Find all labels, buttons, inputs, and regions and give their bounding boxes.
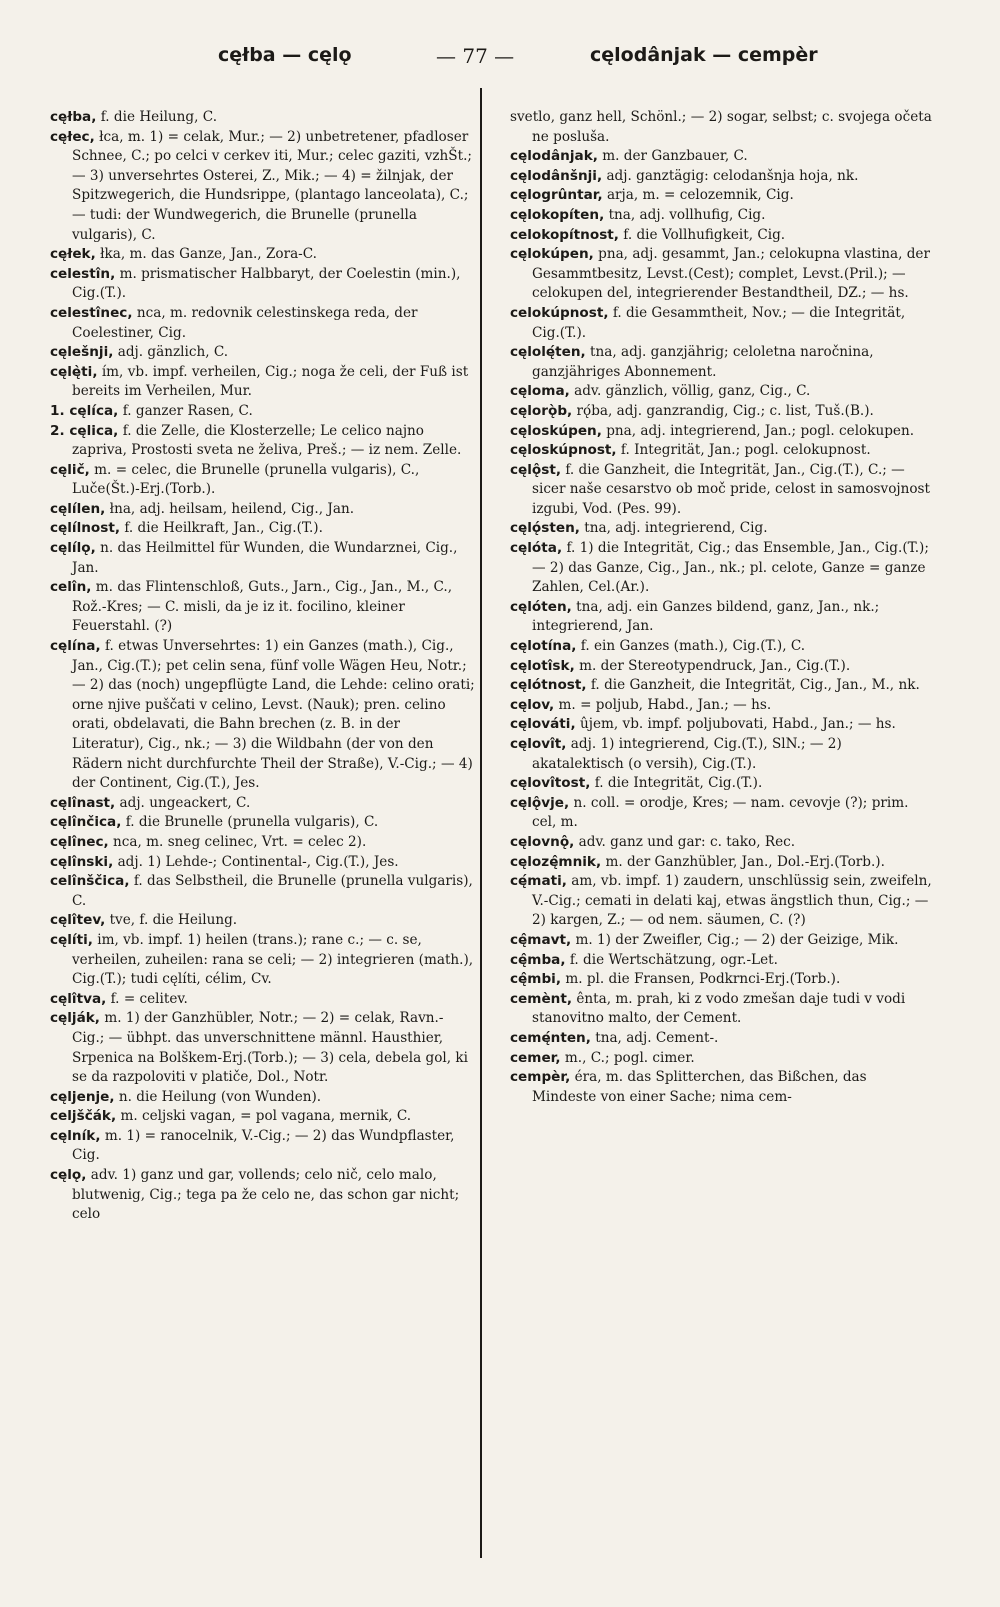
- entry-definition: f. das Selbstheil, die Brunelle (prunella vulgaris), C.: [72, 873, 473, 909]
- entry-headword: cęlolę́ten,: [510, 344, 586, 361]
- dictionary-entry: [510, 951, 935, 971]
- dictionary-entry: [510, 186, 935, 206]
- entry-definition: m. 1) der Zweifler, Cig.; — 2) der Geizige, Mik.: [575, 931, 899, 948]
- entry-definition: m. 1) der Ganzhübler, Notr.; — 2) = celak, Ravn.-Cig.; — übhpt. das unverschnittene männl. Hausthier, Srpenica na Bolškem-Erj.(Torb.); — 3) cela, debela gol, ki se da razpoloviti v platiče, Dol., Notr.: [72, 1010, 468, 1086]
- dictionary-entry: [50, 578, 475, 637]
- dictionary-entry: [50, 500, 475, 520]
- entry-definition: łca, m. 1) = celak, Mur.; — 2) unbetretener, pfadloser Schnee, C.; po celci v cerkev iti, Mur.; celec gaziti, vzhŠt.; — 3) unversehrtes Osterei, Z., Mik.; — 4) = žilnjak, der Spitzwegerich, die Hundsrippe, (plantago lanceolata), C.; — tudi: der Wundwegerich, die Brunelle (prunella vulgaris), C.: [72, 128, 472, 243]
- dictionary-entry: [50, 402, 475, 422]
- dictionary-entry: [510, 519, 935, 539]
- dictionary-entry: [510, 598, 935, 637]
- entry-headword: celînščica,: [50, 873, 130, 890]
- right-column: [510, 108, 935, 1107]
- entry-definition: im, vb. impf. 1) heilen (trans.); rane c.; — c. se, verheilen, zuheilen: rana se celi; — 2) integrieren (math.), Cig.(T.); tudi cęlíti, célim, Cv.: [72, 931, 474, 988]
- entry-headword: cęlešnji,: [50, 344, 114, 361]
- entry-definition: adj. ungeackert, C.: [119, 794, 251, 811]
- entry-definition: tve, f. die Heilung.: [109, 912, 238, 929]
- entry-definition: m. = poljub, Habd., Jan.; — hs.: [558, 696, 772, 713]
- dictionary-entry: [50, 911, 475, 931]
- entry-definition: pna, adj. integrierend, Jan.; pogl. celokupen.: [606, 422, 915, 439]
- dictionary-entry: [510, 853, 935, 873]
- entry-definition: f. ganzer Rasen, C.: [122, 402, 253, 419]
- dictionary-entry: [510, 441, 935, 461]
- entry-headword: cęlóten,: [510, 598, 572, 615]
- dictionary-entry: [510, 304, 935, 343]
- entry-definition: ênta, m. prah, ki z vodo zmešan daje tudi v vodi stanovitno malto, der Cement.: [532, 990, 906, 1027]
- entry-definition: f. Integrität, Jan.; pogl. celokupnost.: [620, 442, 871, 459]
- entry-definition: łna, adj. heilsam, heilend, Cig., Jan.: [109, 500, 355, 517]
- dictionary-entry: [510, 735, 935, 774]
- dictionary-entry: [50, 853, 475, 873]
- dictionary-entry: [510, 147, 935, 167]
- dictionary-entry: [50, 265, 475, 304]
- dictionary-entry: [510, 1029, 935, 1049]
- dictionary-entry: [50, 1166, 475, 1225]
- entry-headword: cęłec,: [50, 128, 95, 145]
- entry-headword: cęlovît,: [510, 736, 567, 752]
- entry-headword: cęlogrûntar,: [510, 187, 603, 204]
- dictionary-entry: [510, 206, 935, 226]
- entry-headword: cęlînec,: [50, 833, 109, 850]
- entry-headword: cęlovnǫ̂,: [510, 833, 575, 850]
- entry-headword: cemer,: [510, 1049, 561, 1066]
- entry-definition: adv. 1) ganz und gar, vollends; celo nič, celo malo, blutwenig, Cig.; tega pa že celo ne, das schon gar nicht; celo: [72, 1167, 460, 1223]
- entry-definition: m. prismatischer Halbbaryt, der Coelestin (min.), Cig.(T.).: [72, 265, 461, 302]
- entry-headword: cęlílnost,: [50, 520, 121, 537]
- dictionary-entry: [50, 990, 475, 1010]
- dictionary-entry: [50, 1088, 475, 1108]
- entry-headword: celokopítnost,: [510, 226, 619, 243]
- entry-headword: cęlǫ́sten,: [510, 520, 580, 537]
- entry-definition: f. die Wertschätzung, ogr.-Let.: [569, 951, 778, 968]
- entry-definition: tna, adj. ein Ganzes bildend, ganz, Jan., nk.; integrierend, Jan.: [532, 598, 880, 635]
- entry-definition: adj. 1) Lehde-; Continental-, Cig.(T.), Jes.: [117, 853, 399, 870]
- dictionary-entry: [510, 696, 935, 716]
- dictionary-entry: [50, 833, 475, 853]
- entry-headword: cęlotína,: [510, 638, 577, 655]
- entry-headword: cę̂mavt,: [510, 931, 572, 948]
- left-column: [50, 108, 475, 1225]
- entry-headword: cęlę̀ti,: [50, 363, 98, 380]
- entry-headword: cemènt,: [510, 990, 573, 1007]
- entry-headword: cęlína,: [50, 638, 101, 655]
- dictionary-entry: [510, 402, 935, 422]
- entry-headword: cęlílen,: [50, 500, 106, 517]
- entry-headword: cęlokopíten,: [510, 206, 605, 223]
- entry-definition: f. die Gesammtheit, Nov.; — die Integrität, Cig.(T.).: [532, 304, 906, 341]
- entry-headword: cęlǫ̂vje,: [510, 794, 570, 811]
- entry-headword: celestînec,: [50, 304, 133, 321]
- dictionary-entry: [50, 343, 475, 363]
- entry-headword: celjščák,: [50, 1108, 117, 1125]
- dictionary-entry: [50, 794, 475, 814]
- dictionary-entry: [50, 128, 475, 246]
- entry-definition: f. die Brunelle (prunella vulgaris), C.: [125, 814, 379, 831]
- dictionary-entry: [510, 167, 935, 187]
- dictionary-entry: [50, 1009, 475, 1087]
- page-number: — 77 —: [436, 44, 515, 68]
- entry-headword: celestîn,: [50, 265, 116, 282]
- header-left-guide-words: cęłba — cęlǫ: [218, 44, 352, 66]
- entry-definition: n. die Heilung (von Wunden).: [118, 1088, 322, 1105]
- entry-definition: nca, m. sneg celinec, Vrt. = celec 2).: [113, 833, 367, 850]
- entry-headword: cęłba,: [50, 109, 97, 125]
- column-divider: [480, 88, 482, 1558]
- entry-definition: m. der Ganzbauer, C.: [602, 148, 748, 165]
- entry-definition: adj. 1) integrierend, Cig.(T.), SlN.; — 2) akatalektisch (o versih), Cig.(T.).: [532, 736, 842, 772]
- entry-definition: f. die Heilung, C.: [100, 109, 218, 125]
- dictionary-entry: [510, 931, 935, 951]
- entry-definition: adj. gänzlich, C.: [117, 344, 229, 361]
- entry-definition: tna, adj. ganzjährig; celoletna naročnina, ganzjähriges Abonnement.: [532, 344, 874, 380]
- entry-headword: cęlótnost,: [510, 677, 587, 694]
- entry-headword: cęlokúpen,: [510, 246, 594, 263]
- entry-headword: cęlják,: [50, 1010, 100, 1027]
- entry-definition: m. = celec, die Brunelle (prunella vulgaris), C., Luče(Št.)-Erj.(Torb.).: [72, 461, 420, 498]
- dictionary-entry: [510, 245, 935, 304]
- entry-definition: f. die Integrität, Cig.(T.).: [594, 775, 763, 792]
- dictionary-entry: [510, 637, 935, 657]
- dictionary-entry: [50, 872, 475, 911]
- entry-headword: cęlov,: [510, 696, 555, 713]
- entry-headword: cempèr,: [510, 1069, 571, 1086]
- entry-headword: cęlič,: [50, 461, 90, 478]
- entry-definition: f. die Zelle, die Klosterzelle; Le celico najno zapriva, Prostosti sveta ne želiva, Preš.; — iz nem. Zelle.: [72, 422, 462, 459]
- dictionary-entry: [50, 422, 475, 461]
- dictionary-entry: [510, 226, 935, 246]
- entry-definition: m. der Stereotypendruck, Jan., Cig.(T.).: [579, 657, 851, 674]
- entry-headword: cęlodânšnji,: [510, 167, 603, 184]
- entry-headword: celîn,: [50, 579, 92, 596]
- entry-headword: cęloma,: [510, 383, 570, 400]
- dictionary-entry: [510, 872, 935, 931]
- dictionary-entry: [50, 304, 475, 343]
- entry-headword: cęłek,: [50, 246, 96, 263]
- dictionary-entry: [510, 108, 935, 147]
- entry-definition: tna, adj. Cement-.: [595, 1029, 719, 1046]
- dictionary-entry: [50, 1107, 475, 1127]
- dictionary-entry: [510, 676, 935, 696]
- entry-definition: adj. ganztägig: celodanšnja hoja, nk.: [606, 167, 859, 184]
- entry-definition: m. celjski vagan, = pol vagana, mernik, C.: [120, 1108, 412, 1125]
- dictionary-entry: [510, 657, 935, 677]
- entry-headword: celokúpnost,: [510, 304, 609, 321]
- entry-definition: m. der Ganzhübler, Jan., Dol.-Erj.(Torb.).: [605, 853, 885, 870]
- dictionary-entry: [50, 931, 475, 990]
- entry-headword: cęlǫ,: [50, 1167, 87, 1184]
- entry-headword: cęlînčica,: [50, 814, 122, 831]
- entry-definition: f. 1) die Integrität, Cig.; das Ensemble, Jan., Cig.(T.); — 2) das Ganze, Cig., Jan., nk.; pl. celote, Ganze = ganze Zahlen, Cel.(Ar.).: [532, 540, 929, 596]
- entry-headword: cęloskúpnost,: [510, 442, 617, 459]
- dictionary-entry: [50, 519, 475, 539]
- entry-headword: cęlozę̂mnik,: [510, 853, 602, 870]
- dictionary-entry: [510, 970, 935, 990]
- entry-headword: cęlník,: [50, 1127, 101, 1144]
- dictionary-entry: [510, 794, 935, 833]
- dictionary-entry: [50, 1127, 475, 1166]
- header-right-guide-words: cęlodânjak — cempèr: [590, 44, 818, 66]
- entry-headword: cęlováti,: [510, 716, 576, 733]
- entry-headword: cęloskúpen,: [510, 422, 602, 439]
- entry-definition: f. die Ganzheit, die Integrität, Cig., Jan., M., nk.: [590, 677, 920, 694]
- entry-definition: f. die Ganzheit, die Integrität, Jan., Cig.(T.), C.; — sicer naše cesarstvo ob moč pride, celost in samosvojnost izgubi, Vod. (Pes. 99).: [532, 461, 930, 517]
- entry-headword: cęlíti,: [50, 931, 93, 948]
- entry-definition: n. coll. = orodje, Kres; — nam. cevovje (?); prim. cel, m.: [532, 794, 909, 831]
- entry-headword: cęlodânjak,: [510, 148, 598, 165]
- entry-definition: tna, adj. vollhufig, Cig.: [608, 206, 766, 223]
- dictionary-entry: [50, 813, 475, 833]
- dictionary-entry: [50, 539, 475, 578]
- dictionary-entry: [510, 715, 935, 735]
- entry-definition: łka, m. das Ganze, Jan., Zora-C.: [100, 246, 318, 263]
- dictionary-entry: [510, 461, 935, 520]
- entry-headword: cęlîtva,: [50, 990, 107, 1007]
- entry-definition: f. die Vollhufigkeit, Cig.: [623, 226, 786, 243]
- entry-definition: m. 1) = ranocelnik, V.-Cig.; — 2) das Wundpflaster, Cig.: [72, 1127, 455, 1164]
- entry-definition: m. das Flintenschloß, Guts., Jarn., Cig., Jan., M., C., Rož.-Kres; — C. misli, da je iz it. focilino, kleiner Feuerstahl. (?): [72, 579, 453, 635]
- entry-definition: rǫ́ba, adj. ganzrandig, Cig.; c. list, Tuš.(B.).: [576, 402, 874, 419]
- dictionary-entry: [50, 245, 475, 265]
- dictionary-entry: [510, 990, 935, 1029]
- entry-definition: ûjem, vb. impf. poljubovati, Habd., Jan.; — hs.: [579, 716, 896, 733]
- entry-definition: f. etwas Unversehrtes: 1) ein Ganzes (math.), Cig., Jan., Cig.(T.); pet celin sena, fünf volle Wägen Heu, Notr.; — 2) das (noch) ungepflügte Land, die Lehde: celino orati; orne njive puščati v celino, Levst. (Nauk); pren. celino orati, obdelavati, die Bahn brechen (z. B. in der Literatur), Cig., nk.; — 3) die Wildbahn (der von den Rädern nicht durchfurchte Theil der Straße), V.-Cig.; — 4) der Continent, Cig.(T.), Jes.: [72, 638, 475, 792]
- entry-definition: éra, m. das Splitterchen, das Bißchen, das Mindeste von einer Sache; nima cem-: [532, 1069, 867, 1105]
- entry-definition: n. das Heilmittel für Wunden, die Wundarznei, Cig., Jan.: [72, 540, 458, 576]
- dictionary-entry: [50, 637, 475, 794]
- dictionary-entry: [510, 382, 935, 402]
- dictionary-entry: [510, 833, 935, 853]
- entry-definition: arja, m. = celozemnik, Cig.: [606, 187, 794, 204]
- entry-definition: svetlo, ganz hell, Schönl.; — 2) sogar, selbst; c. svojega očeta ne posluša.: [510, 109, 932, 145]
- entry-definition: f. = celitev.: [110, 990, 188, 1007]
- entry-definition: f. ein Ganzes (math.), Cig.(T.), C.: [580, 638, 806, 655]
- entry-headword: cęljenje,: [50, 1088, 115, 1105]
- entry-headword: 1. cęlíca,: [50, 402, 119, 419]
- entry-definition: pna, adj. gesammt, Jan.; celokupna vlastina, der Gesammtbesitz, Levst.(Cest); complet, Levst.(Pril.); — celokupen del, integrierender Bestandtheil, DZ.; — hs.: [532, 246, 930, 302]
- entry-headword: cęlînast,: [50, 794, 116, 811]
- entry-definition: adv. gänzlich, völlig, ganz, Cig., C.: [574, 383, 811, 400]
- dictionary-entry: [510, 422, 935, 442]
- entry-headword: 2. cęlica,: [50, 422, 119, 439]
- entry-definition: m. pl. die Fransen, Podkrnci-Erj.(Torb.).: [565, 971, 841, 988]
- entry-definition: m., C.; pogl. cimer.: [564, 1049, 695, 1066]
- dictionary-entry: [510, 1068, 935, 1107]
- page-header: [0, 44, 1000, 76]
- dictionary-entry: [510, 539, 935, 598]
- entry-headword: cęlînski,: [50, 853, 114, 870]
- dictionary-entry: [510, 774, 935, 794]
- entry-definition: tna, adj. integrierend, Cig.: [584, 520, 768, 537]
- dictionary-entry: [510, 1049, 935, 1069]
- entry-definition: f. die Heilkraft, Jan., Cig.(T.).: [124, 520, 323, 537]
- entry-headword: cęlílǫ,: [50, 540, 96, 557]
- dictionary-entry: [510, 343, 935, 382]
- entry-headword: cęlǫ̂st,: [510, 461, 562, 478]
- entry-headword: cę́mati,: [510, 873, 567, 890]
- entry-headword: cęlorǫ̀b,: [510, 402, 573, 419]
- entry-definition: nca, m. redovnik celestinskega reda, der Coelestiner, Cig.: [72, 304, 418, 341]
- entry-definition: adv. ganz und gar: c. tako, Rec.: [578, 833, 796, 850]
- entry-headword: cemę́nten,: [510, 1029, 591, 1046]
- entry-definition: am, vb. impf. 1) zaudern, unschlüssig sein, zweifeln, V.-Cig.; cemati in delati kaj, etwas ängstlich thun, Cig.; — 2) kargen, Z.; — od nem. säumen, C. (?): [532, 873, 932, 929]
- entry-headword: cę̂mbi,: [510, 971, 561, 988]
- entry-headword: cę̂mba,: [510, 951, 566, 968]
- dictionary-entry: [50, 363, 475, 402]
- entry-definition: ím, vb. impf. verheilen, Cig.; noga že celi, der Fuß ist bereits im Verheilen, Mur.: [72, 363, 469, 400]
- entry-headword: cęlóta,: [510, 540, 563, 557]
- dictionary-entry: [50, 461, 475, 500]
- entry-headword: cęlotîsk,: [510, 657, 575, 674]
- entry-headword: cęlîtev,: [50, 912, 106, 929]
- dictionary-entry: [50, 108, 475, 128]
- entry-headword: cęlovîtost,: [510, 775, 591, 792]
